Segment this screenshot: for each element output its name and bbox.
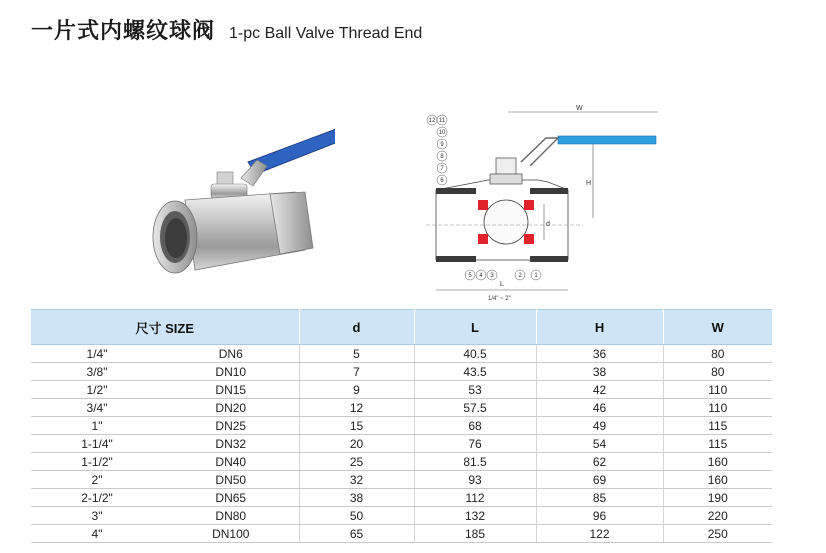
cell-inch: 3/4" [31, 399, 163, 417]
cell-dn: DN32 [163, 435, 299, 453]
cell-dn: DN40 [163, 453, 299, 471]
cell-l: 185 [414, 525, 536, 543]
part-number: 8 [440, 154, 444, 160]
cell-dn: DN15 [163, 381, 299, 399]
cell-w: 190 [663, 489, 772, 507]
part-number: 1 [534, 273, 538, 279]
cell-dn: DN10 [163, 363, 299, 381]
table-row [31, 489, 772, 507]
cell-l: 76 [414, 435, 536, 453]
cell-inch: 1" [31, 417, 163, 435]
cell-d: 12 [299, 399, 414, 417]
header-size: 尺寸 SIZE [31, 310, 299, 345]
cell-inch: 1/4" [31, 345, 163, 363]
part-number: 12 [428, 118, 436, 124]
cell-dn: DN50 [163, 471, 299, 489]
table-row [31, 399, 772, 417]
cell-w: 80 [663, 345, 772, 363]
part-number: 9 [440, 142, 444, 148]
cell-inch: 1-1/4" [31, 435, 163, 453]
cell-l: 43.5 [414, 363, 536, 381]
cell-d: 5 [299, 345, 414, 363]
table-row [31, 471, 772, 489]
cell-w: 80 [663, 363, 772, 381]
cell-d: 15 [299, 417, 414, 435]
cell-l: 132 [414, 507, 536, 525]
cell-l: 53 [414, 381, 536, 399]
title-chinese: 一片式内螺纹球阀 [31, 19, 216, 44]
cell-h: 96 [536, 507, 663, 525]
cell-inch: 2" [31, 471, 163, 489]
header-w: W [663, 310, 772, 345]
table-row [31, 381, 772, 399]
part-number: 11 [438, 118, 446, 124]
cell-d: 7 [299, 363, 414, 381]
table-header-row [31, 310, 772, 345]
cell-h: 122 [536, 525, 663, 543]
cell-h: 62 [536, 453, 663, 471]
size-range-label: 1/4" ~ 2" [488, 296, 511, 302]
specification-table [31, 309, 772, 543]
cell-dn: DN100 [163, 525, 299, 543]
cell-w: 115 [663, 435, 772, 453]
cell-inch: 1-1/2" [31, 453, 163, 471]
cell-h: 85 [536, 489, 663, 507]
header-h: H [536, 310, 663, 345]
cell-l: 57.5 [414, 399, 536, 417]
cell-dn: DN6 [163, 345, 299, 363]
cell-inch: 3/8" [31, 363, 163, 381]
dimension-h-label: H [586, 180, 592, 187]
table-row [31, 417, 772, 435]
cell-dn: DN20 [163, 399, 299, 417]
cell-w: 110 [663, 399, 772, 417]
cell-w: 160 [663, 471, 772, 489]
cell-l: 93 [414, 471, 536, 489]
table-row [31, 525, 772, 543]
cell-d: 32 [299, 471, 414, 489]
table-row [31, 507, 772, 525]
part-number: 3 [490, 273, 494, 279]
cell-w: 160 [663, 453, 772, 471]
part-number: 2 [518, 273, 522, 279]
cell-h: 69 [536, 471, 663, 489]
table-row [31, 363, 772, 381]
cell-dn: DN80 [163, 507, 299, 525]
cell-dn: DN65 [163, 489, 299, 507]
part-number: 7 [440, 166, 444, 172]
cell-d: 65 [299, 525, 414, 543]
ball-valve-photo [145, 100, 335, 285]
cell-h: 42 [536, 381, 663, 399]
cell-l: 68 [414, 417, 536, 435]
cell-inch: 4" [31, 525, 163, 543]
cell-h: 38 [536, 363, 663, 381]
table-row [31, 345, 772, 363]
cell-d: 9 [299, 381, 414, 399]
dimension-w-label: W [576, 105, 583, 112]
cell-l: 81.5 [414, 453, 536, 471]
part-number: 10 [438, 130, 446, 136]
cell-inch: 1/2" [31, 381, 163, 399]
table-row [31, 435, 772, 453]
valve-section-drawing [418, 100, 663, 305]
cell-w: 220 [663, 507, 772, 525]
cell-w: 250 [663, 525, 772, 543]
cell-l: 40.5 [414, 345, 536, 363]
cell-h: 36 [536, 345, 663, 363]
cell-d: 38 [299, 489, 414, 507]
table-row [31, 453, 772, 471]
table-body [31, 345, 772, 543]
cell-inch: 3" [31, 507, 163, 525]
dimension-d-label: d [546, 221, 550, 228]
cell-w: 110 [663, 381, 772, 399]
cell-l: 112 [414, 489, 536, 507]
title-english: 1-pc Ball Valve Thread End [229, 25, 423, 42]
part-number: 4 [479, 273, 483, 279]
cell-d: 25 [299, 453, 414, 471]
cell-h: 54 [536, 435, 663, 453]
page-title [31, 14, 422, 45]
part-number: 6 [440, 178, 444, 184]
dimension-l-label: L [500, 281, 504, 288]
cell-h: 49 [536, 417, 663, 435]
cell-d: 20 [299, 435, 414, 453]
cell-dn: DN25 [163, 417, 299, 435]
cell-d: 50 [299, 507, 414, 525]
cell-h: 46 [536, 399, 663, 417]
part-number: 5 [468, 273, 472, 279]
header-l: L [414, 310, 536, 345]
header-d: d [299, 310, 414, 345]
cell-inch: 2-1/2" [31, 489, 163, 507]
cell-w: 115 [663, 417, 772, 435]
